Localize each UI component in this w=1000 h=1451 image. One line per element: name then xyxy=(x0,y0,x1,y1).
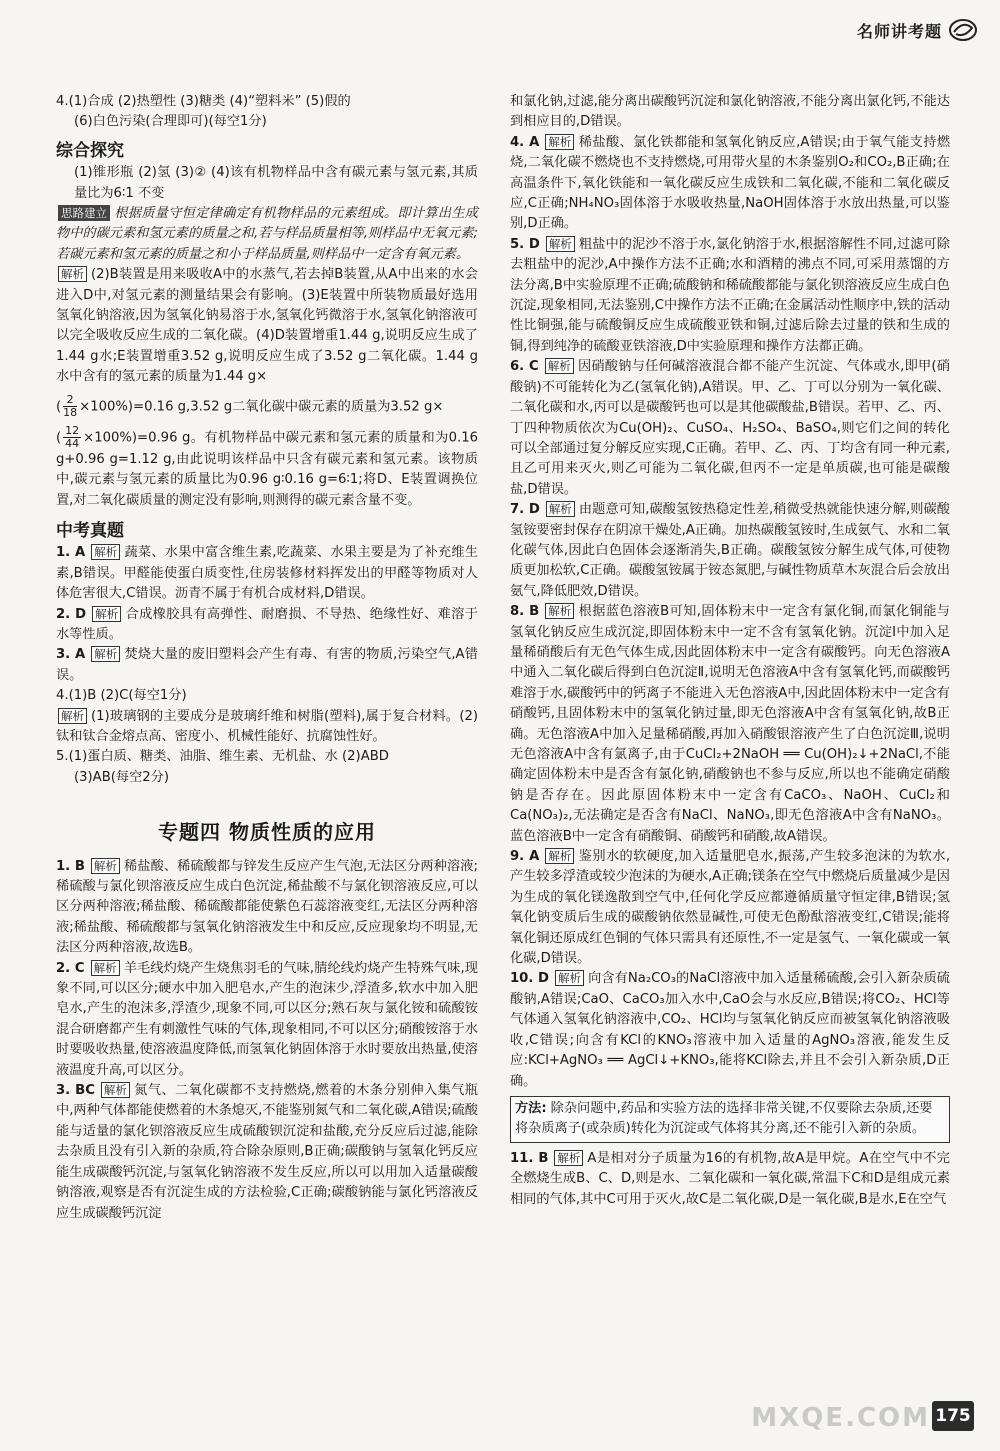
exam-q1-text: 蔬菜、水果中富含维生素,吃蔬菜、水果主要是为了补充维生素,B错误。甲醛能使蛋白质变性,住房装修材料挥发出的甲醛等物质对人体危害很大,C错误。沥青不属于有机合成材料,D错误。 xyxy=(56,545,478,602)
analysis-tag: 解析 xyxy=(554,1150,583,1166)
analysis-tag: 解析 xyxy=(546,236,575,252)
analysis-tag: 解析 xyxy=(58,266,87,282)
analysis-tag: 解析 xyxy=(545,134,574,150)
topic-q9-text: 鉴别水的软硬度,加入适量肥皂水,振荡,产生较多泡沫的为软水,产生较多浮渣或较少泡沫的为硬水,A正确;镁条在空气中燃烧后质量减少是因为生成的氧化镁逸散到空气中,任何化学反应都遵循质量守恒定律,B错误;氢氧化钠变质后生成的碳酸钠依然显碱性,可使无色酚酞溶液变红,C错误;能将氧化铜还原成红色铜的气体只需具有还原性,不一定是氢气、一氧化碳或一氧化碳,D错误。 xyxy=(510,849,951,967)
exam-q5-answer-line2: (3)AB(每空2分) xyxy=(74,769,169,785)
topic-q1-number: 1. B xyxy=(56,858,85,874)
topic-q1-text: 稀盐酸、稀硫酸都与锌发生反应产生气泡,无法区分两种溶液;稀硫酸与氯化钡溶液反应生成白色沉淀,稀盐酸不与氯化钡溶液反应,可以区分两种溶液;稀盐酸、稀硫酸都能使紫色石蕊溶液变红,无法区分两种溶液;稀盐酸、稀硫酸都与氢氧化钠溶液发生中和反应,反应现象均不明显,无法区分两种溶液,故选B。 xyxy=(56,858,478,956)
topic-q2-number: 2. C xyxy=(56,960,85,976)
explore-analysis-part2: ×100%)=0.16 g,3.52 g二氧化碳中碳元素的质量为3.52 g× xyxy=(79,399,444,415)
topic-q11-number: 11. B xyxy=(510,1150,549,1166)
exam-q3-text: 焚烧大量的废旧塑料会产生有毒、有害的物质,污染空气,A错误。 xyxy=(56,647,478,683)
analysis-tag: 解析 xyxy=(91,960,120,976)
fraction-c-ratio: $\frac{12}{44}$ xyxy=(65,423,80,450)
analysis-tag: 解析 xyxy=(545,603,574,619)
exam-q5-answer-line1: 5.(1)蛋白质、糖类、油脂、维生素、无机盐、水 (2)ABD xyxy=(56,749,389,765)
topic-q3-continued: 和氯化钠,过滤,能分离出碳酸钙沉淀和氯化钠溶液,不能分离出氯化钙,不能达到相应目的,D错误。 xyxy=(510,94,950,130)
idea-tag: 思路建立 xyxy=(58,205,110,221)
section-title-exam: 中考真题 xyxy=(56,520,124,541)
right-column xyxy=(510,26,950,1210)
topic-q2-text: 羊毛线灼烧产生烧焦羽毛的气味,腈纶线灼烧产生特殊气味,现象不同,可以区分;硬水中加入肥皂水,产生的泡沫少,浮渣多,软水中加入肥皂水,产生的泡沫多,浮渣少,现象不同,可以区分;熟石灰与氯化铵和硫酸铵混合研磨都产生有刺激性气味的气体,现象相同,不可以区分;硝酸铵溶于水时要吸收热量,使溶液温度降低,而氢氧化钠固体溶于水时要放出热量,使溶液温度升高,可以区分。 xyxy=(56,960,478,1078)
topic-q5-number: 5. D xyxy=(510,236,540,252)
analysis-tag: 解析 xyxy=(92,606,121,622)
watermark: MXQE.COM xyxy=(751,1403,930,1433)
analysis-tag: 解析 xyxy=(545,358,574,374)
exam-q2-number: 2. D xyxy=(56,606,87,622)
explore-answer: (1)锥形瓶 (2)氢 (3)② (4)该有机物样品中含有碳元素与氢元素,其质量比为6∶1 不变 xyxy=(74,165,478,201)
analysis-tag: 解析 xyxy=(546,501,575,517)
analysis-tag: 解析 xyxy=(91,544,120,560)
exam-q4-text: (1)玻璃钢的主要成分是玻璃纤维和树脂(塑料),属于复合材料。(2)钛和钛合金熔点高、密度小、机械性能好、抗腐蚀性好。 xyxy=(56,708,478,744)
fraction-h-ratio: $\frac{2}{18}$ xyxy=(63,392,78,419)
topic-q3-number: 3. BC xyxy=(56,1083,95,1099)
exam-q1-number: 1. A xyxy=(56,545,86,561)
brand-title: 名师讲考题 xyxy=(856,21,942,41)
method-label: 方法: xyxy=(515,1100,547,1116)
explore-analysis-part3: ×100%)=0.96 g。有机物样品中碳元素和氢元素的质量和为0.16 g+0.96 g=1.12 g,由此说明该样品中只含有碳元素和氢元素。该物质中,碳元素与氢元素的质量比为0.96 g∶0.16 g=6∶1;将D、E装置调换位置,对二氧化碳质量的测定没有影响,则测得的碳元素含量不变。 xyxy=(56,430,478,508)
topic-q11-text: A是相对分子质量为16的有机物,故A是甲烷。A在空气中不完全燃烧生成B、C、D,则是水、二氧化碳和一氧化碳,常温下C和D是组成元素相同的气体,其中C可用于灭火,故C是二氧化碳,D是一氧化碳,B是水,E在空气 xyxy=(510,1150,950,1207)
topic-q7-number: 7. D xyxy=(510,502,540,518)
analysis-tag: 解析 xyxy=(101,1082,130,1098)
brand-logo-icon xyxy=(948,18,978,42)
topic-q8-text: 根据蓝色溶液B可知,固体粉末中一定含有氯化铜,而氯化铜能与氢氧化钠反应生成沉淀,即固体粉末中一定不含有氢氧化钠。沉淀Ⅰ中加入足量稀硝酸后有无色气体生成,因此固体粉末中一定含有碳酸钙。向无色溶液A中通入二氧化碳后得到白色沉淀Ⅱ,说明无色溶液A中含有氢氧化钙,而碳酸钙难溶于水,碳酸钙中的钙离子不能进入无色溶液A中,因此固体粉末中一定含有硝酸钙,且固体粉末中的氢氧化钠过量,即无色溶液A中含有氢氧化钠,故B正确。无色溶液A中加入足量稀硝酸,再加入硝酸银溶液产生了白色沉淀Ⅲ,说明无色溶液A中含有氯离子,由于CuCl₂+2NaOH ══ Cu(OH)₂↓+2NaCl,不能确定固体粉末中是否含有氯化钠,硝酸钠也不参与反应,所以也不能确定硝酸钠是否存在。因此原固体粉末中一定含有CaCO₃、NaOH、CuCl₂和Ca(NO₃)₂,无法确定是否含有NaCl、NaNO₃,即无色溶液A中含有NaNO₃。蓝色溶液B中一定含有硝酸铜、硝酸钙和硝酸,故A错误。 xyxy=(510,604,950,844)
topic-q8-number: 8. B xyxy=(510,604,540,620)
topic-q3-text: 氮气、二氧化碳都不支持燃烧,燃着的木条分别伸入集气瓶中,两种气体都能使燃着的木条熄灭,不能鉴别氮气和二氧化碳,A错误;硫酸能与适量的氯化钡溶液反应生成硫酸钡沉淀和盐酸,充分反应后过滤,能除去杂质且没有引入新的杂质,符合除杂原则,B正确;碳酸钠与氢氧化钙反应能生成碳酸钙沉淀,与氢氧化钠溶液不发生反应,所以可以用加入适量碳酸钠溶液,观察是否有沉淀生成的方法检验,C正确;碳酸钠能与氯化钙溶液反应生成碳酸钙沉淀 xyxy=(56,1083,478,1221)
analysis-tag: 解析 xyxy=(91,858,120,874)
topic-q7-text: 由题意可知,碳酸氢铵热稳定性差,稍微受热就能快速分解,则碳酸氢铵要密封保存在阴凉干燥处,A正确。加热碳酸氢铵时,生成氨气、水和二氧化碳气体,因此白色固体会逐渐消失,B正确。碳酸氢铵分解生成气体,可使物质更加松软,C正确。碳酸氢铵属于铵态氮肥,与碱性物质草木灰混合后会放出氨气,降低肥效,D错误。 xyxy=(510,502,950,599)
chapter-title: 专题四 物质性质的应用 xyxy=(158,820,376,845)
analysis-tag: 解析 xyxy=(58,708,87,724)
q4-answer-line2: (6)白色污染(合理即可)(每空1分) xyxy=(74,114,267,130)
left-column: 4.(1)合成 (2)热塑性 (3)糖类 (4)“塑料米” (5)假的 (6)白色污染(合理即可)(每空1分) 综合探究 (1)锥形瓶 (2)氢 (3)② (4)该有机物样品中含有碳元素与氢元素,其质量比为6∶1 不变 思路建立 根据质量守恒定律确定有机物样品的元素组成。即计算出生成物中的碳元素和氢元素的质量之和,若与样品质量相等,则样品中无氧元素;若碳元素和氢元素的质量之和小于样品质量,则样品中一定含有氧元素。 解析 (2)B装置是用来吸收A中的水蒸气,若去掉B装置,从A中出来的水会进入D中,对氢元素的测量结果会有影响。(3)E装置中所装物质最好选用氢氧化钠溶液,因为氢氧化钠易溶于水,氢氧化钙微溶于水,氢氧化钠溶液可以完全吸收反应生成的二氧化碳。(4)D装置增重1.44 g,说明反应生成了1.44 g水;E装置增重3.52 g,说明反应生成了3.52 g二氧化碳。1.44 g水中含有的氢元素的质量为1.44 g× ( $\frac{2}{18}$ ×100%)=0.16 g,3.52 g二氧化碳中碳元素的质量为3.52 g× ( $\frac{12}{44}$ ×100%)=0.96 g。有机物样品中碳元素和氢元素的质量和为0.16 g+0.96 g=1.12 g,由此说明该样品中只含有碳元素和氢元素。该物质中,碳元素与氢元素的质量比为0.96 g∶0.16 g=6∶1;将D、E装置调换位置,对二氧化碳质量的测定没有影响,则测得的碳元素含量不变。 中考真题 1. A 解析 蔬菜、水果中富含维生素,吃蔬菜、水果主要是为了补充维生素,B错误。甲醛能使蛋白质变性,住房装修材料挥发出的甲醛等物质对人体危害很大,C错误。沥青不属于有机合成材料,D错误。 2. D 解析 合成橡胶具有高弹性、耐磨损、不导热、绝缘性好、难溶于水等性质。 3. A 解析 焚烧大量的废旧塑料会产生有毒、有害的物质,污染空气,A错误。 4.(1)B (2)C(每空1分) 解析 (1)玻璃钢的主要成分是玻璃纤维和树脂(塑料),属于复合材料。(2)钛和钛合金熔点高、密度小、机械性能好、抗腐蚀性好。 5.(1)蛋白质、糖类、油脂、维生素、无机盐、水 (2)ABD (3)AB(每空2分) 专题四 物质性质的应用 1. B 解析 稀盐酸、稀硫酸都与锌发生反应产生气泡,无法区分两种溶液;稀硫酸与氯化钡溶液反应生成白色沉淀,稀盐酸不与氯化钡溶液反应,可以区分两种溶液;稀盐酸、稀硫酸都能使紫色石蕊溶液变红,无法区分两种溶液;稀盐酸、稀硫酸都与氢氧化钠溶液发生中和反应,反应现象均不明显,无法区分两种溶液,故选B。 2. C 解析 羊毛线灼烧产生烧焦羽毛的气味,腈纶线灼烧产生特殊气味,现象不同,可以区分;硬水中加入肥皂水,产生的泡沫少,浮渣多,软水中加入肥皂水,产生的泡沫多,浮渣少,现象不同,可以区分;熟石灰与氯化铵和硫酸铵混合研磨都产生有刺激性气味的气体,现象相同,不可以区分;硝酸铵溶于水时要吸收热量,使溶液温度降低,而氢氧化钠固体溶于水时要放出热量,使溶液温度升高,可以区分。 3. BC 解析 氮气、二氧化碳都不支持燃烧,燃着的木条分别伸入集气瓶中,两种气体都能使燃着的木条熄灭,不能鉴别氮气和二氧化碳,A错误;硫酸能与适量的氯化钡溶液反应生成硫酸钡沉淀和盐酸,充分反应后过滤,能除去杂质且没有引入新的杂质,符合除杂原则,B正确;碳酸钠与氢氧化钙反应能生成碳酸钙沉淀,与氢氧化钠溶液不发生反应,所以可以用加入适量碳酸钠溶液,观察是否有沉淀生成的方法检验,C正确;碳酸钠能与氯化钙溶液反应生成碳酸钙沉淀 xyxy=(56,94,478,1221)
q4-answer-line1: 4.(1)合成 (2)热塑性 (3)糖类 (4)“塑料米” (5)假的 xyxy=(56,94,351,109)
analysis-tag: 解析 xyxy=(91,646,120,662)
method-text: 除杂问题中,药品和实验方法的选择非常关键,不仅要除去杂质,还要将杂质离子(或杂质)转化为沉淀或气体将其分离,还不能引入新的杂质。 xyxy=(515,1100,933,1137)
topic-q6-text: 因硝酸钠与任何碱溶液混合都不能产生沉淀、气体或水,即甲(硝酸钠)不可能转化为乙(氢氧化钠),A错误。甲、乙、丁可以分别为一氧化碳、二氧化碳和水,丙可以是碳酸钙也可以是其他碳酸盐,B错误。若甲、乙、丙、丁四种物质依次为Cu(OH)₂、CuSO₄、H₂SO₄、BaSO₄,则它们之间的转化可以全部通过复分解反应实现,C正确。若甲、乙、丙、丁均含有同一种元素,且乙可用来灭火,则乙可能为二氧化碳,但丙不一定是单质碳,也可能是碳酸盐,D错误。 xyxy=(510,359,950,497)
section-title-explore: 综合探究 xyxy=(56,140,124,161)
topic-q6-number: 6. C xyxy=(510,359,539,375)
topic-q4-text: 稀盐酸、氯化铁都能和氢氧化钠反应,A错误;由于氧气能支持燃烧,二氧化碳不燃烧也不支持燃烧,可用带火星的木条鉴别O₂和CO₂,B正确;在高温条件下,氧化铁能和一氧化碳反应生成铁和二氧化碳,不能和二氧化碳反应,C正确;NH₄NO₃固体溶于水吸收热量,NaOH固体溶于水放出热量,可以鉴别,D正确。 xyxy=(510,134,951,232)
idea-text: 根据质量守恒定律确定有机物样品的元素组成。即计算出生成物中的碳元素和氢元素的质量之和,若与样品质量相等,则样品中无氧元素;若碳元素和氢元素的质量之和小于样品质量,则样品中一定含有氧元素。 xyxy=(56,206,478,262)
exam-q4-answer: 4.(1)B (2)C(每空1分) xyxy=(56,688,187,704)
analysis-tag: 解析 xyxy=(545,848,574,864)
topic-q10-text: 向含有Na₂CO₃的NaCl溶液中加入适量稀硫酸,会引入新杂质硫酸钠,A错误;CaO、CaCO₃加入水中,CaO会与水反应,B错误;将CO₂、HCl等气体通入氢氧化钠溶液中,CO₂、HCl均与氢氧化钠反应而被氢氧化钠溶液吸收,C错误;向含有KCl的KNO₃溶液中加入适量的AgNO₃溶液,能发生反应:KCl+AgNO₃ ══ AgCl↓+KNO₃,能将KCl除去,并且不会引入新杂质,D正确。 xyxy=(510,971,950,1089)
topic-q4-number: 4. A xyxy=(510,134,540,150)
topic-q10-number: 10. D xyxy=(510,971,549,987)
explore-analysis-part1: (2)B装置是用来吸收A中的水蒸气,若去掉B装置,从A中出来的水会进入D中,对氢元素的测量结果会有影响。(3)E装置中所装物质最好选用氢氧化钠溶液,因为氢氧化钠易溶于水,氢氧化钙微溶于水,氢氧化钠溶液可以完全吸收反应生成的二氧化碳。(4)D装置增重1.44 g,说明反应生成了1.44 g水;E装置增重3.52 g,说明反应生成了3.52 g二氧化碳。1.44 g水中含有的氢元素的质量为1.44 g× xyxy=(56,267,478,385)
page-number: 175 xyxy=(932,1401,974,1431)
method-box xyxy=(510,1096,950,1143)
exam-q2-text: 合成橡胶具有高弹性、耐磨损、不导热、绝缘性好、难溶于水等性质。 xyxy=(56,606,478,642)
topic-q5-text: 粗盐中的泥沙不溶于水,氯化钠溶于水,根据溶解性不同,过滤可除去粗盐中的泥沙,A中操作方法不正确;水和酒精的沸点不同,可采用蒸馏的方法分离,B中实验原理不正确;硫酸钠和稀硫酸都能与氯化钡溶液反应生成白色沉淀,现象相同,无法鉴别,C中操作方法不正确;在金属活动性顺序中,铁的活动性比铜强,能与硫酸铜反应生成硫酸亚铁和铜,过滤后除去过量的铁和生成的铜,得到纯净的硫酸亚铁溶液,D中实验原理和操作方法都正确。 xyxy=(510,236,950,354)
topic-q9-number: 9. A xyxy=(510,849,540,865)
analysis-tag: 解析 xyxy=(555,970,584,986)
exam-q3-number: 3. A xyxy=(56,647,86,663)
